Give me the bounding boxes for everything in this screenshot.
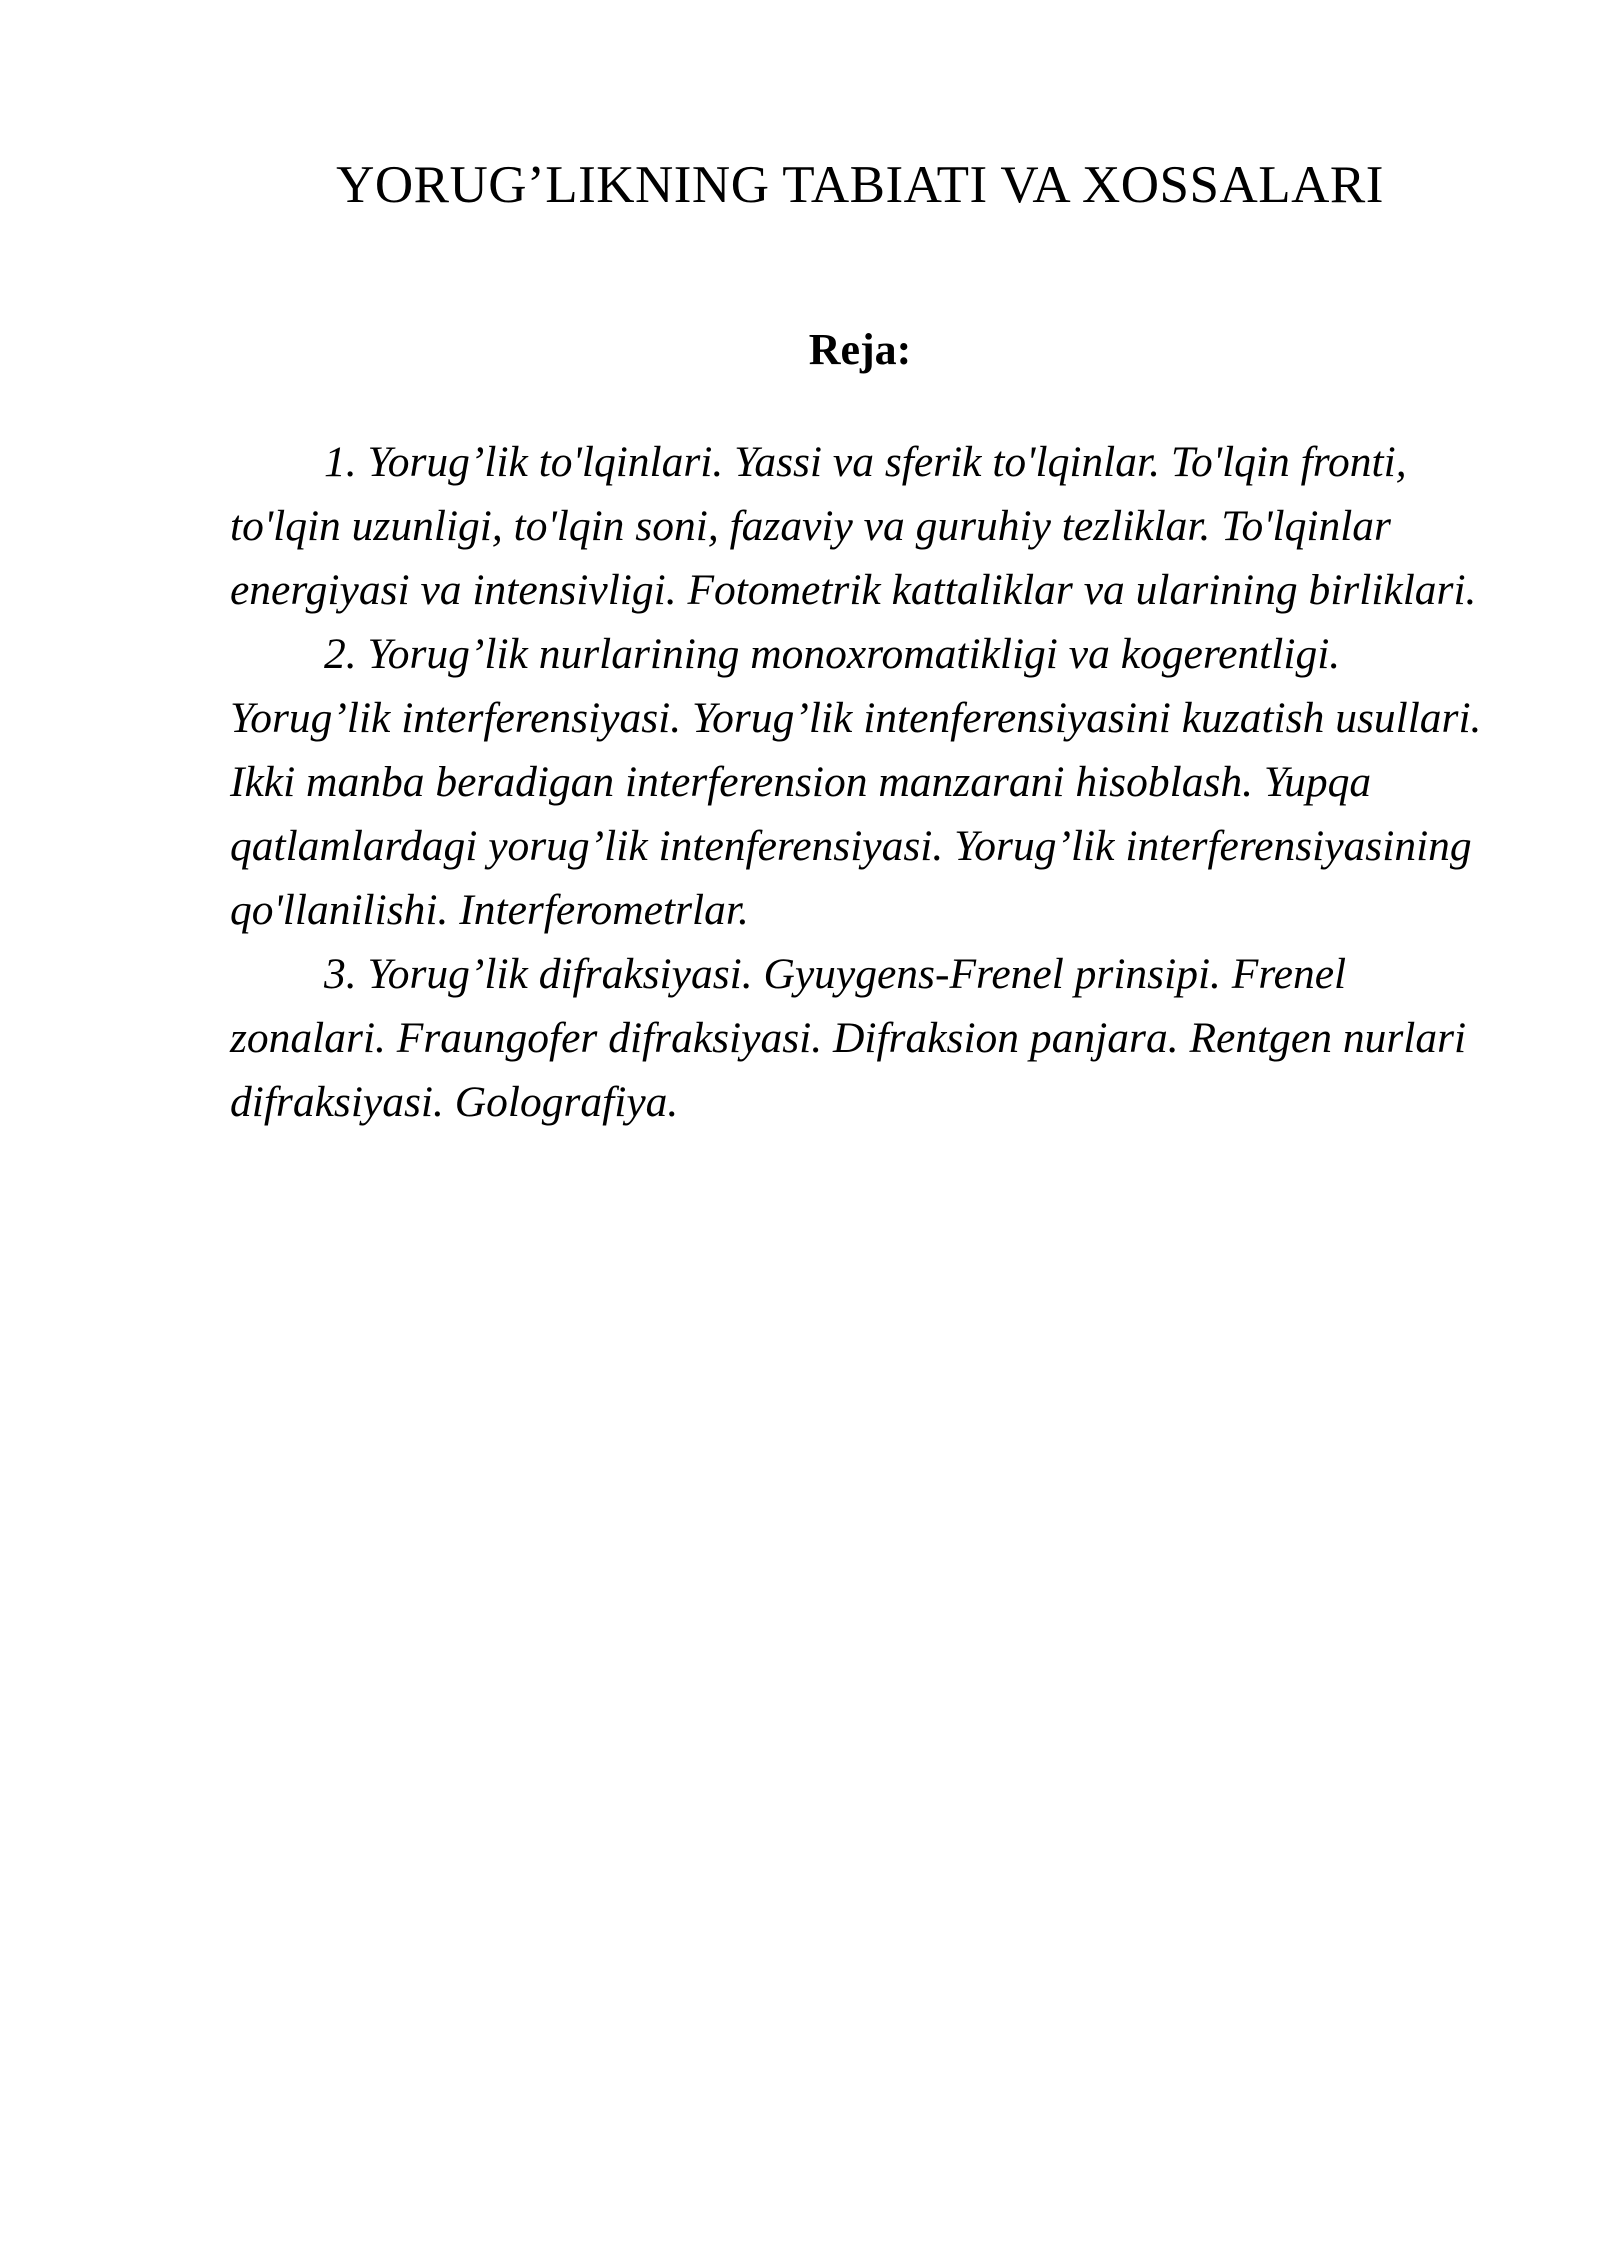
plan-item-2 [230,622,1500,942]
plan-item-number: 1. [324,438,357,486]
plan-item-3 [230,942,1500,1134]
plan-item-number: 2. [324,630,357,678]
plan-item-text: Yorug’lik difraksiyasi. Gyuygens-Frenel prinsipi. Frenel zonalari. Fraungofer difraksiyasi. Difraksion panjara. Rentgen nurlari difraksiyasi. Golografiya. [230,950,1467,1126]
document-title: YORUG’LIKNING TABIATI VA XOSSALARI [336,156,1384,214]
plan-item-text: Yorug’lik nurlarining monoxromatikligi va kogerentligi. Yorug’lik interferensiyasi. Yorug’lik intenferensiyasini kuzatish usullari. Ikki manba beradigan interferension manzarani hisoblash. Yupqa qatlamlardagi yorug’lik intenferensiyasi. Yorug’lik interferensiyasining qo'llanilishi. Interferometrlar. [230,630,1482,934]
plan-item-number: 3. [324,950,357,998]
plan-item-1 [230,430,1500,622]
plan-item-text: Yorug’lik to'lqinlari. Yassi va sferik to'lqinlar. To'lqin fronti, to'lqin uzunligi, to'lqin soni, fazaviy va guruhiy tezliklar. To'lqinlar energiyasi va intensivligi. Fotometrik kattaliklar va ularining birliklari. [230,438,1477,614]
plan-list [230,430,1500,1134]
plan-heading: Reja: [808,325,912,374]
